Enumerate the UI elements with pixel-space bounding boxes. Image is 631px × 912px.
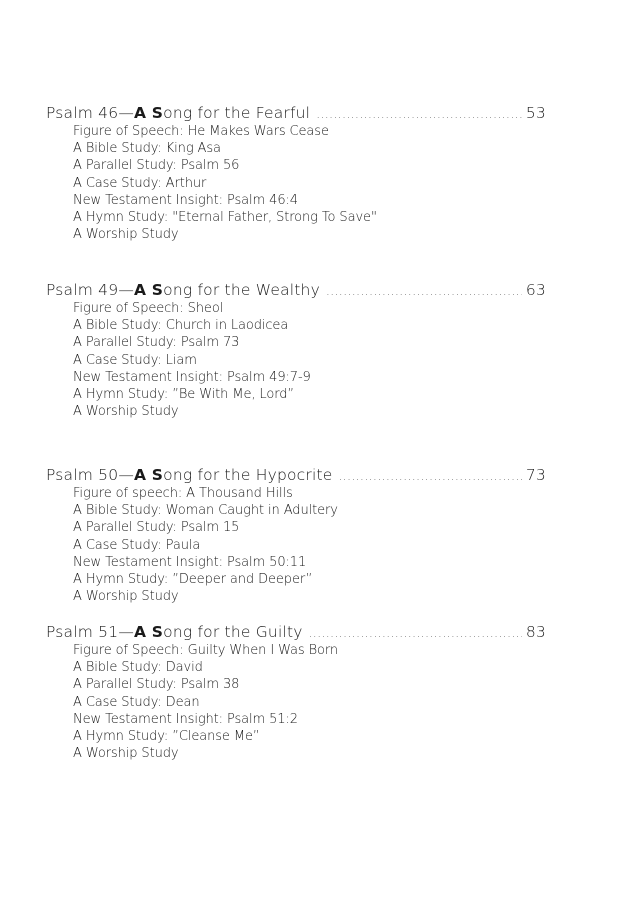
subsection-item: A Bible Study: David — [73, 660, 203, 676]
toc-entry-heading[interactable] — [46, 465, 546, 485]
subsection-item: A Worship Study — [73, 746, 179, 762]
subsection-item: A Bible Study: King Asa — [73, 141, 221, 157]
section-title — [46, 280, 320, 300]
subsection-item: A Parallel Study: Psalm 56 — [73, 158, 240, 174]
subsection-item: Figure of Speech: Sheol — [73, 301, 224, 316]
subsection-item: A Case Study: Arthur — [73, 175, 207, 191]
toc-section-psalm-46 — [46, 103, 546, 243]
title-rest: ong for the Wealthy — [163, 281, 320, 299]
title-prefix: A S — [134, 281, 164, 299]
title-rest: ong for the Hypocrite — [163, 466, 333, 484]
toc-entry-heading[interactable] — [46, 103, 546, 123]
subsection-item: A Bible Study: Woman Caught in Adultery — [73, 503, 338, 519]
psalm-number: Psalm 50 — [46, 466, 119, 484]
subsection-item: A Worship Study — [73, 404, 179, 420]
dash: — — [118, 281, 135, 299]
subsection-item: A Worship Study — [73, 227, 179, 243]
subsection-list — [46, 123, 546, 243]
page-number: 53 — [525, 104, 546, 122]
toc-entry-heading[interactable] — [46, 622, 546, 642]
page-number: 73 — [525, 466, 546, 484]
psalm-number: Psalm 49 — [46, 281, 119, 299]
subsection-item: A Bible Study: Church in Laodicea — [73, 318, 289, 334]
dash: — — [118, 623, 135, 641]
subsection-item: A Parallel Study: Psalm 15 — [73, 520, 240, 536]
toc-section-psalm-51 — [46, 622, 546, 762]
subsection-item: A Hymn Study: ”Cleanse Me” — [73, 728, 260, 744]
title-rest: ong for the Fearful — [163, 104, 311, 122]
subsection-item: A Worship Study — [73, 589, 179, 605]
subsection-item: New Testament Insight: Psalm 49:7-9 — [73, 369, 311, 385]
subsection-item: New Testament Insight: Psalm 51:2 — [73, 711, 298, 727]
subsection-list — [46, 300, 546, 420]
section-title — [46, 465, 332, 485]
subsection-item: A Hymn Study: ”Deeper and Deeper” — [73, 571, 313, 587]
subsection-item: Figure of Speech: He Makes Wars Cease — [73, 124, 329, 139]
psalm-number: Psalm 51 — [46, 623, 119, 641]
section-title — [46, 103, 310, 123]
subsection-item: A Parallel Study: Psalm 38 — [73, 677, 240, 693]
subsection-item: A Case Study: Paula — [73, 537, 201, 553]
subsection-item: A Hymn Study: "Eternal Father, Strong To Save" — [73, 209, 377, 225]
title-prefix: A S — [134, 623, 164, 641]
title-prefix: A S — [134, 104, 164, 122]
section-title — [46, 622, 303, 642]
toc-section-psalm-50 — [46, 465, 546, 605]
dash: — — [118, 104, 135, 122]
subsection-item: A Case Study: Liam — [73, 352, 197, 368]
title-rest: ong for the Guilty — [163, 623, 303, 641]
title-prefix: A S — [134, 466, 164, 484]
page-number: 83 — [525, 623, 546, 641]
dot-leader — [326, 281, 522, 301]
dot-leader — [338, 466, 521, 486]
dot-leader — [309, 623, 522, 643]
subsection-item: New Testament Insight: Psalm 46:4 — [73, 192, 298, 208]
dot-leader — [316, 104, 522, 124]
psalm-number: Psalm 46 — [46, 104, 119, 122]
subsection-list — [46, 642, 546, 762]
subsection-item: A Hymn Study: ”Be With Me, Lord” — [73, 386, 295, 402]
subsection-item: New Testament Insight: Psalm 50:11 — [73, 554, 307, 570]
subsection-item: Figure of speech: A Thousand Hills — [73, 486, 293, 501]
subsection-item: A Case Study: Dean — [73, 694, 200, 710]
subsection-list — [46, 485, 546, 605]
toc-entry-heading[interactable] — [46, 280, 546, 300]
subsection-item: Figure of Speech: Guilty When I Was Born — [73, 643, 339, 658]
subsection-item: A Parallel Study: Psalm 73 — [73, 335, 240, 351]
dash: — — [118, 466, 135, 484]
page-number: 63 — [525, 281, 546, 299]
toc-section-psalm-49 — [46, 280, 546, 420]
